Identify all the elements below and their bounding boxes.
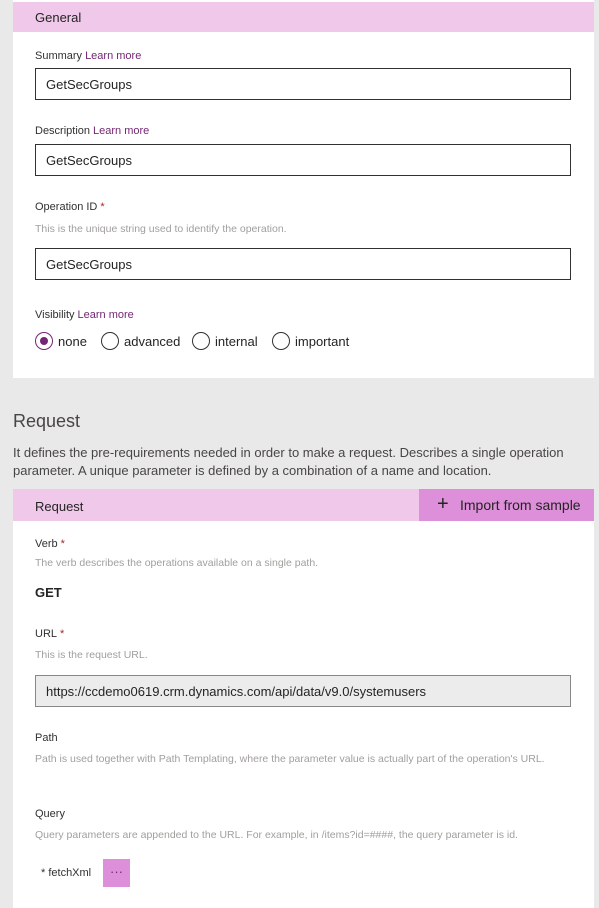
visibility-learn-more-link[interactable]: Learn more xyxy=(77,309,134,321)
request-card xyxy=(13,489,594,908)
verb-label: Verb * xyxy=(35,538,65,550)
verb-help: The verb describes the operations available on a single path. xyxy=(35,557,319,569)
visibility-label: Visibility Learn more xyxy=(35,309,134,321)
query-help: Query parameters are appended to the URL. For example, in /items?id=####, the query parameter is id. xyxy=(35,829,518,841)
summary-label: Summary Learn more xyxy=(35,50,142,62)
path-label: Path xyxy=(35,732,58,744)
summary-input[interactable] xyxy=(35,68,571,100)
description-label: Description Learn more xyxy=(35,125,150,137)
radio-unchecked-icon xyxy=(192,332,210,350)
query-param-name: * fetchXml xyxy=(41,867,92,879)
request-header-title: Request xyxy=(35,499,84,514)
required-marker: * xyxy=(60,628,65,640)
operation-id-label: Operation ID * xyxy=(35,201,105,213)
request-section-title: Request xyxy=(13,411,81,431)
url-label: URL * xyxy=(35,628,65,640)
general-header xyxy=(13,2,594,32)
description-learn-more-link[interactable]: Learn more xyxy=(93,125,150,137)
description-input[interactable] xyxy=(35,144,571,176)
required-marker: * xyxy=(100,201,105,213)
plus-icon: + xyxy=(437,493,449,515)
radio-unchecked-icon xyxy=(272,332,290,350)
summary-learn-more-link[interactable]: Learn more xyxy=(85,50,142,62)
url-input[interactable] xyxy=(35,675,571,707)
operation-id-input[interactable] xyxy=(35,248,571,280)
general-card: General Summary Learn more GetSecGroups Description Learn more GetSecGroups Operation ID * This is the unique string used to identify the operation. GetSecGroups Visibility Learn more none advanced internal important xyxy=(13,0,594,378)
request-section-description: It defines the pre-requirements needed in order to make a request. Describes a single operation parameter. A unique parameter is defined by a combination of a name and location. xyxy=(13,445,564,478)
verb-value: GET xyxy=(35,585,62,600)
radio-unchecked-icon xyxy=(101,332,119,350)
path-help: Path is used together with Path Templating, where the parameter value is actually part of the operation's URL. xyxy=(35,753,545,765)
import-from-sample-button[interactable]: + Import from sample xyxy=(419,489,594,521)
radio-checked-icon xyxy=(35,332,53,350)
url-help: This is the request URL. xyxy=(35,649,148,661)
query-label: Query xyxy=(35,808,65,820)
required-marker: * xyxy=(60,538,65,550)
request-header xyxy=(13,489,594,521)
operation-id-help: This is the unique string used to identify the operation. xyxy=(35,223,287,235)
general-header-title: General xyxy=(35,10,82,25)
more-options-icon[interactable]: ··· xyxy=(103,859,130,887)
